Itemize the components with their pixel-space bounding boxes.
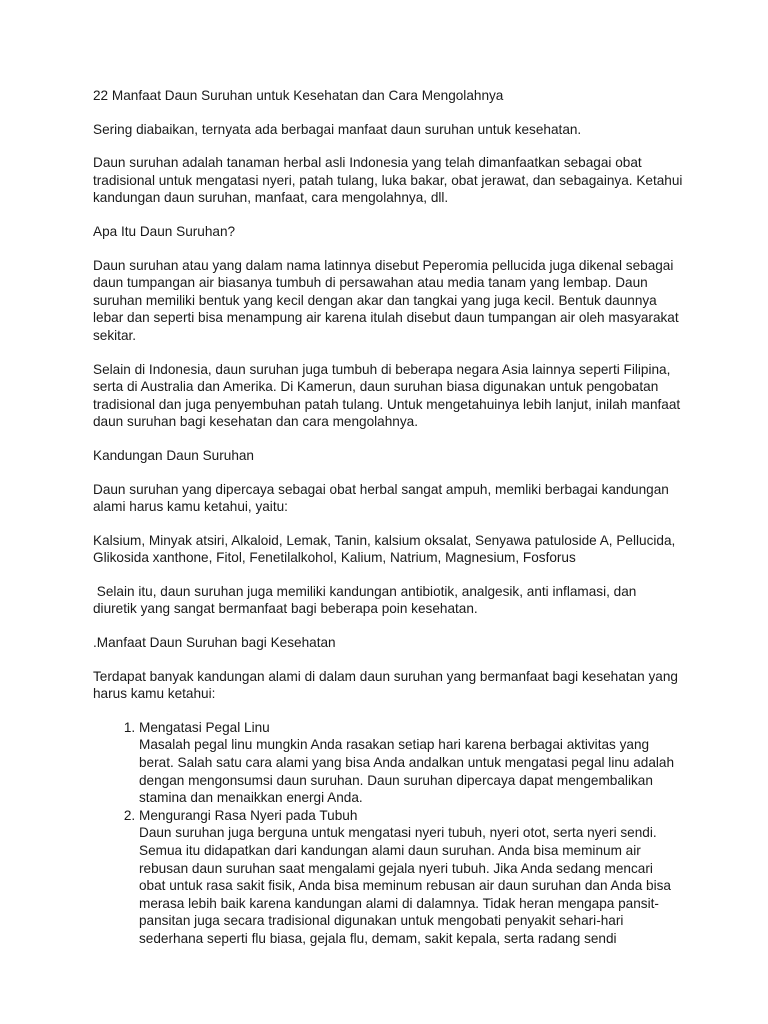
list-item xyxy=(139,719,683,807)
heading-contents: Kandungan Daun Suruhan xyxy=(93,447,254,463)
heading-benefits: .Manfaat Daun Suruhan bagi Kesehatan xyxy=(93,635,336,651)
paragraph-4: Daun suruhan yang dipercaya sebagai obat herbal sangat ampuh, memliki berbagai kandungan alami harus kamu ketahui, yaitu: xyxy=(93,481,669,515)
list-item-heading: 1. Mengatasi Pegal Linu xyxy=(139,719,270,735)
benefits-list xyxy=(93,719,683,948)
list-item xyxy=(139,807,683,948)
list-item-body: Daun suruhan juga berguna untuk mengatasi nyeri tubuh, nyeri otot, serta nyeri sendi. Semua itu didapatkan dari kandungan alami daun suruhan. Anda bisa meminum air rebusan daun suruhan saat mengalami gejala nyeri tubuh. Jika Anda sedang mencari obat untuk rasa sakit fisik, Anda bisa meminum rebusan air daun suruhan dan Anda bisa merasa lebih baik karena kandungan alami di dalamnya. Tidak heran mengapa pansit-pansitan juga secara tradisional digunakan untuk mengobati penyakit sehari-hari sederhana seperti flu biasa, gejala flu, demam, sakit kepala, serta radang sendi xyxy=(139,825,671,946)
paragraph-6: Selain itu, daun suruhan juga memiliki kandungan antibiotik, analgesik, anti inflamasi, dan diuretik yang sangat bermanfaat bagi beberapa poin kesehatan. xyxy=(93,583,641,617)
paragraph-3: Selain di Indonesia, daun suruhan juga tumbuh di beberapa negara Asia lainnya seperti Filipina, serta di Australia dan Amerika. Di Kamerun, daun suruhan biasa digunakan untuk pengobatan tradisional dan juga penyembuhan patah tulang. Untuk mengetahuinya lebih lanjut, inilah manfaat daun suruhan bagi kesehatan dan cara mengolahnya. xyxy=(93,361,681,430)
paragraph-5: Kalsium, Minyak atsiri, Alkaloid, Lemak, Tanin, kalsium oksalat, Senyawa patuloside A, Pellucida, Glikosida xanthone, Fitol, Fenetilalkohol, Kalium, Natrium, Magnesium, Fosforus xyxy=(93,532,676,566)
heading-what-is: Apa Itu Daun Suruhan? xyxy=(93,223,236,239)
intro-paragraph: Sering diabaikan, ternyata ada berbagai manfaat daun suruhan untuk kesehatan. xyxy=(93,121,582,137)
paragraph-2: Daun suruhan atau yang dalam nama latinnya disebut Peperomia pellucida juga dikenal sebagai daun tumpangan air biasanya tumbuh di persawahan atau media tanam yang lembap. Daun suruhan memiliki bentuk yang kecil dengan akar dan tangkai yang juga kecil. Bentuk daunnya lebar dan seperti bisa menampung air karena itulah disebut daun tumpangan air oleh masyarakat sekitar. xyxy=(93,257,679,343)
paragraph-1: Daun suruhan adalah tanaman herbal asli Indonesia yang telah dimanfaatkan sebagai obat tradisional untuk mengatasi nyeri, patah tulang, luka bakar, obat jerawat, dan sebagainya. Ketahui kandungan daun suruhan, manfaat, cara mengolahnya, dll. xyxy=(93,155,683,206)
list-item-body: Masalah pegal linu mungkin Anda rasakan setiap hari karena berbagai aktivitas yang berat. Salah satu cara alami yang bisa Anda andalkan untuk mengatasi pegal linu adalah dengan mengonsumsi daun suruhan. Daun suruhan dipercaya dapat mengembalikan stamina dan menaikkan energi Anda. xyxy=(139,737,675,806)
document-page xyxy=(93,87,683,948)
document-title: 22 Manfaat Daun Suruhan untuk Kesehatan dan Cara Mengolahnya xyxy=(93,88,504,103)
paragraph-7: Terdapat banyak kandungan alami di dalam daun suruhan yang bermanfaat bagi kesehatan yang harus kamu ketahui: xyxy=(93,668,678,702)
list-item-heading: 2. Mengurangi Rasa Nyeri pada Tubuh xyxy=(139,807,358,823)
